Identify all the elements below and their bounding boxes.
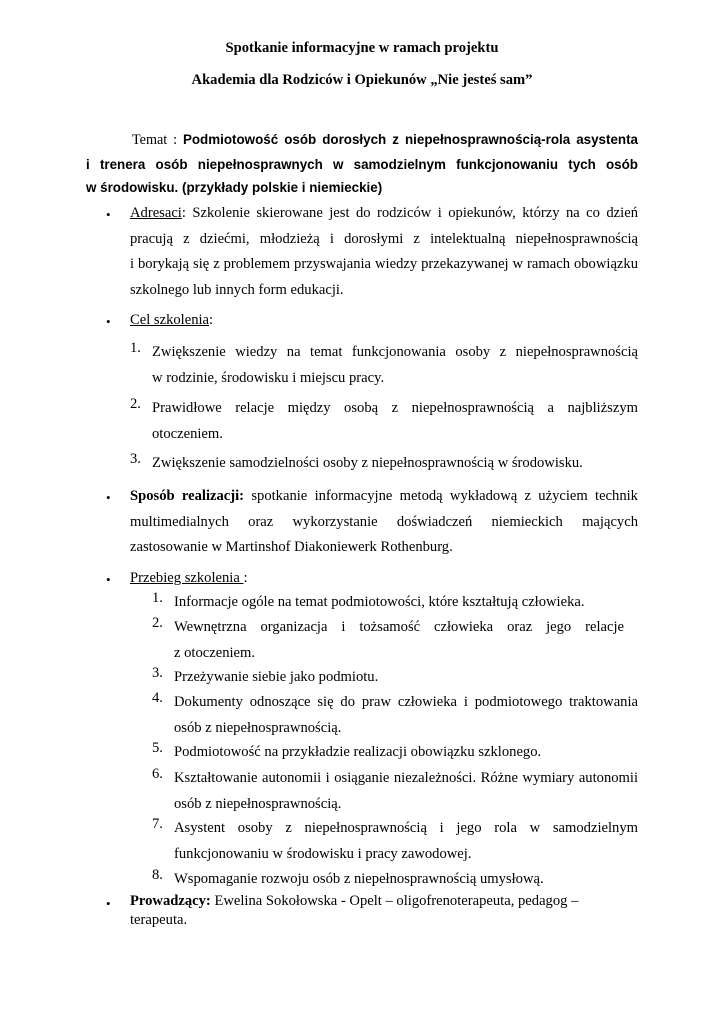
- sposob-line-1: Sposób realizacji: spotkanie informacyjne metodą wykładową z użyciem technik: [130, 488, 638, 504]
- prowadzacy-line-1: Prowadzący: Ewelina Sokołowska - Opelt – oligofrenoterapeuta, pedagog –: [130, 893, 579, 909]
- adresaci-line-4: szkolnego lub innych form edukacji.: [130, 281, 344, 298]
- sposob-line-3: zastosowanie w Martinshof Diakoniewerk Rothenburg.: [130, 539, 453, 555]
- adresaci-line-3: i borykają się z problemem przyswajania wiedzy przekazywanej w ramach obowiązku: [130, 256, 638, 272]
- bullet-przebieg: •: [106, 572, 111, 587]
- adresaci-label: Adresaci: [130, 205, 182, 221]
- section-prowadzacy: [130, 892, 638, 930]
- bullet-adresaci: •: [106, 207, 111, 222]
- section-sposob: [130, 484, 638, 561]
- topic-line-3: w środowisku. (przykłady polskie i niemieckie): [86, 180, 383, 195]
- topic-line-1: [86, 128, 638, 153]
- section-adresaci: [130, 201, 638, 303]
- title-line-2: Akademia dla Rodziców i Opiekunów „Nie jesteś sam”: [191, 72, 533, 88]
- przebieg-line: Przebieg szkolenia :: [130, 570, 248, 586]
- bullet-sposob: •: [106, 490, 111, 505]
- section-przebieg-header: [130, 566, 638, 592]
- bullet-cel: •: [106, 314, 111, 329]
- cel-label: Cel szkolenia: [130, 312, 210, 328]
- topic-text-1: Podmiotowość osób dorosłych z niepełnosprawnością-rola asystenta: [182, 132, 638, 147]
- adresaci-line-2: pracują z dziećmi, młodzieżą i dorosłymi z intelektualną niepełnosprawnością: [130, 230, 638, 247]
- sposob-line-2: multimedialnych oraz wykorzystanie doświadczeń niemieckich mających: [130, 513, 638, 530]
- document-page: Spotkanie informacyjne w ramach projektu Akademia dla Rodziców i Opiekunów „Nie jesteś sam” Temat : Podmiotowość osób dorosłych z niepełnosprawnością-rola asystenta i trenera osób niepełnosprawnych w samodzielnym funkcjonowaniu tych osób w środowisku. (przykłady polskie i niemieckie) • Adresaci: Szkolenie skierowane jest do rodziców i opiekunów, którzy na co dzień pracują z dziećmi, młodzieżą i dorosłymi z intelektualną niepełnosprawnością i borykają się z problemem przyswajania wiedzy przekazywanej w ramach obowiązku szkolnego lub innych form edukacji. • Cel szkolenia: 1. Zwiększenie wiedzy na temat funkcjonowania osoby z niepełnosprawnością w rodzinie, środowisku i miejscu pracy. 2. Prawidłowe relacje między osobą z niepełnosprawnością a najbliższym otoczeniem. 3. Zwiększenie samodzielności osoby z niepełnosprawnością w środowisku. • Sposób realizacji: spotkanie informacyjne metodą wykładową z użyciem technik multimedialnych oraz wykorzystanie doświadczeń niemieckich mających zastosowanie w Martinshof Diakoniewerk Rothenburg. • Przebieg szkolenia : 1. Informacje ogóle na temat podmiotowości, które kształtują człowieka. 2. Wewnętrzna organizacja i tożsamość człowieka oraz jego relacje z otoczeniem. 3. Przeżywanie siebie jako podmiotu. 4. Dokumenty odnoszące się do praw człowieka i podmiotowego traktowania osób z niepełnosprawnością. 5. Podmiotowość na przykładzie realizacji obowiązku szklonego. 6. Kształtowanie autonomii i osiąganie niezależności. Różne wymiary autonomii osób z niepełnosprawnością. 7. Asystent osoby z niepełnosprawnością i jego rola w samodzielnym funkcjonowaniu w środowisku i pracy zawodowej. 8. Wspomaganie rozwoju osób z niepełnosprawnością umysłową. • Prowadzący: Ewelina Sokołowska - Opelt – oligofrenoterapeuta, pedagog – terapeuta.: [0, 0, 724, 1024]
- bullet-prowadzacy: •: [106, 896, 111, 911]
- prowadzacy-label: Prowadzący:: [130, 893, 211, 909]
- adresaci-line-1: Adresaci: Szkolenie skierowane jest do rodziców i opiekunów, którzy na co dzień: [130, 205, 638, 221]
- topic-block: [86, 128, 638, 200]
- topic-line-2: i trenera osób niepełnosprawnych w samodzielnym funkcjonowaniu tych osób: [86, 156, 638, 172]
- title-line-1: Spotkanie informacyjne w ramach projektu: [225, 40, 499, 56]
- sposob-label: Sposób realizacji:: [130, 488, 245, 504]
- topic-label: Temat :: [132, 132, 178, 148]
- cel-line: Cel szkolenia:: [130, 312, 214, 328]
- prowadzacy-line-2: terapeuta.: [130, 912, 188, 928]
- section-cel-header: [130, 308, 638, 334]
- przebieg-label: Przebieg szkolenia: [130, 570, 244, 586]
